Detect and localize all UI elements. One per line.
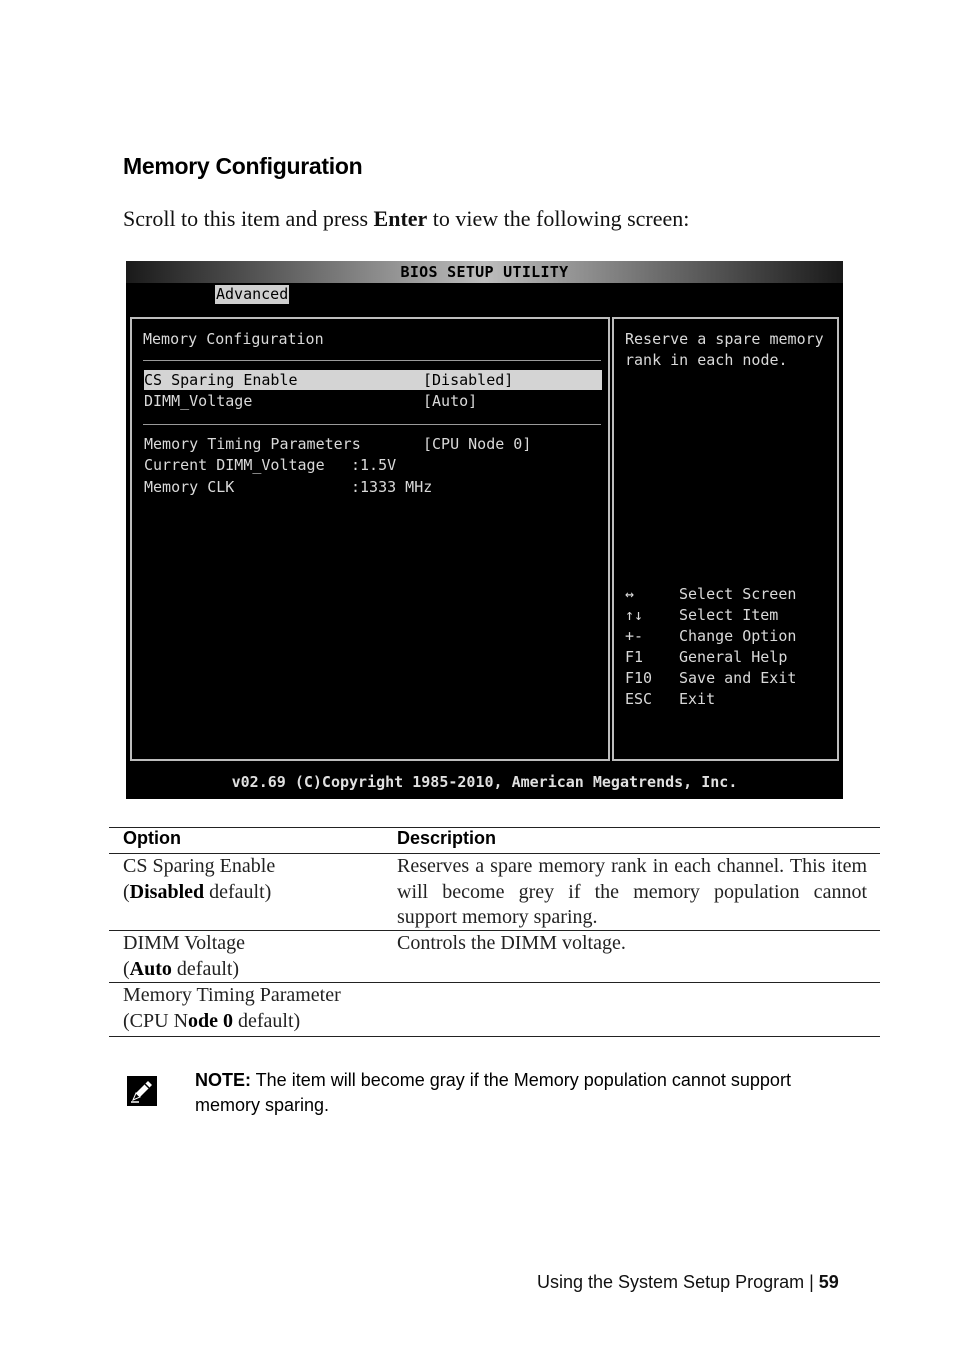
intro-key: Enter — [373, 206, 428, 231]
key-hint-icon: F1 — [625, 648, 644, 666]
table-row-option — [123, 983, 341, 1034]
bios-item-dimm-voltage-label[interactable]: DIMM_Voltage — [144, 392, 253, 410]
bios-info-timing-label: Memory Timing Parameters — [144, 435, 361, 453]
bios-info-timing-value: [CPU Node 0] — [423, 435, 532, 453]
key-hint-icon: F10 — [625, 669, 653, 687]
intro-after: to view the following screen: — [427, 206, 690, 231]
bios-item-cs-sparing-value[interactable]: [Disabled] — [423, 371, 514, 389]
key-hint-icon: ESC — [625, 690, 653, 708]
note-label: NOTE: — [195, 1070, 251, 1090]
key-hint-label: Save and Exit — [679, 669, 797, 687]
bios-divider — [143, 424, 601, 425]
intro-before: Scroll to this item and press — [123, 206, 374, 231]
bios-title: BIOS SETUP UTILITY — [400, 263, 569, 281]
bios-screen — [126, 261, 843, 799]
bios-item-cs-sparing-label[interactable]: CS Sparing Enable — [144, 371, 298, 389]
bios-item-dimm-voltage-value[interactable]: [Auto] — [423, 392, 478, 410]
bios-info-voltage-label: Current DIMM_Voltage — [144, 456, 325, 474]
bios-settings-panel — [130, 317, 610, 761]
key-hint-label: Exit — [679, 690, 716, 708]
option-name: CS Sparing Enable — [123, 855, 276, 877]
table-row-description: Reserves a spare memory rank in each channel. This item will become grey if the memory population cannot support memory sparing. — [397, 855, 867, 928]
key-hint-label: Select Item — [679, 606, 779, 624]
bios-help-line-2: rank in each node. — [625, 351, 788, 369]
key-hint-icon: ↔ — [625, 585, 635, 603]
key-hint-label: Select Screen — [679, 585, 797, 603]
note-text — [195, 1068, 835, 1118]
bios-help-line-1: Reserve a spare memory — [625, 330, 824, 348]
bios-info-voltage-value: :1.5V — [351, 456, 397, 474]
bios-panel-title: Memory Configuration — [143, 330, 324, 348]
pencil-note-icon — [127, 1076, 157, 1106]
key-hint-icon: +- — [625, 627, 644, 645]
table-header-description: Description — [397, 828, 497, 848]
section-title: Memory Configuration — [123, 153, 363, 179]
bios-info-clk-label: Memory CLK — [144, 478, 235, 496]
table-row-description: Controls the DIMM voltage. — [397, 932, 626, 954]
bios-info-clk-value: :1333 MHz — [351, 478, 433, 496]
bios-divider — [143, 360, 601, 361]
bios-help-panel — [612, 317, 839, 761]
key-hint-label: Change Option — [679, 627, 797, 645]
table-header-option: Option — [123, 828, 181, 848]
option-default: (Disabled default) — [123, 880, 272, 903]
table-row-option — [123, 931, 245, 982]
option-default: (CPU Node 0 default) — [123, 1009, 301, 1032]
key-hint-icon: ↑↓ — [625, 606, 644, 624]
table-row-option — [123, 854, 275, 905]
note-body: The item will become gray if the Memory population cannot support memory sparing. — [195, 1070, 791, 1115]
option-default: (Auto default) — [123, 957, 240, 980]
option-name: DIMM Voltage — [123, 932, 246, 954]
key-hint-label: General Help — [679, 648, 788, 666]
bios-tab-advanced[interactable]: Advanced — [216, 285, 289, 303]
page-number: 59 — [818, 1272, 839, 1292]
table-rule — [109, 1036, 880, 1037]
page-footer — [537, 1272, 839, 1293]
intro-paragraph — [123, 206, 689, 232]
bios-copyright: v02.69 (C)Copyright 1985-2010, American Megatrends, Inc. — [231, 773, 738, 791]
option-name: Memory Timing Parameter — [123, 984, 341, 1006]
footer-title: Using the System Setup Program | — [537, 1272, 819, 1292]
